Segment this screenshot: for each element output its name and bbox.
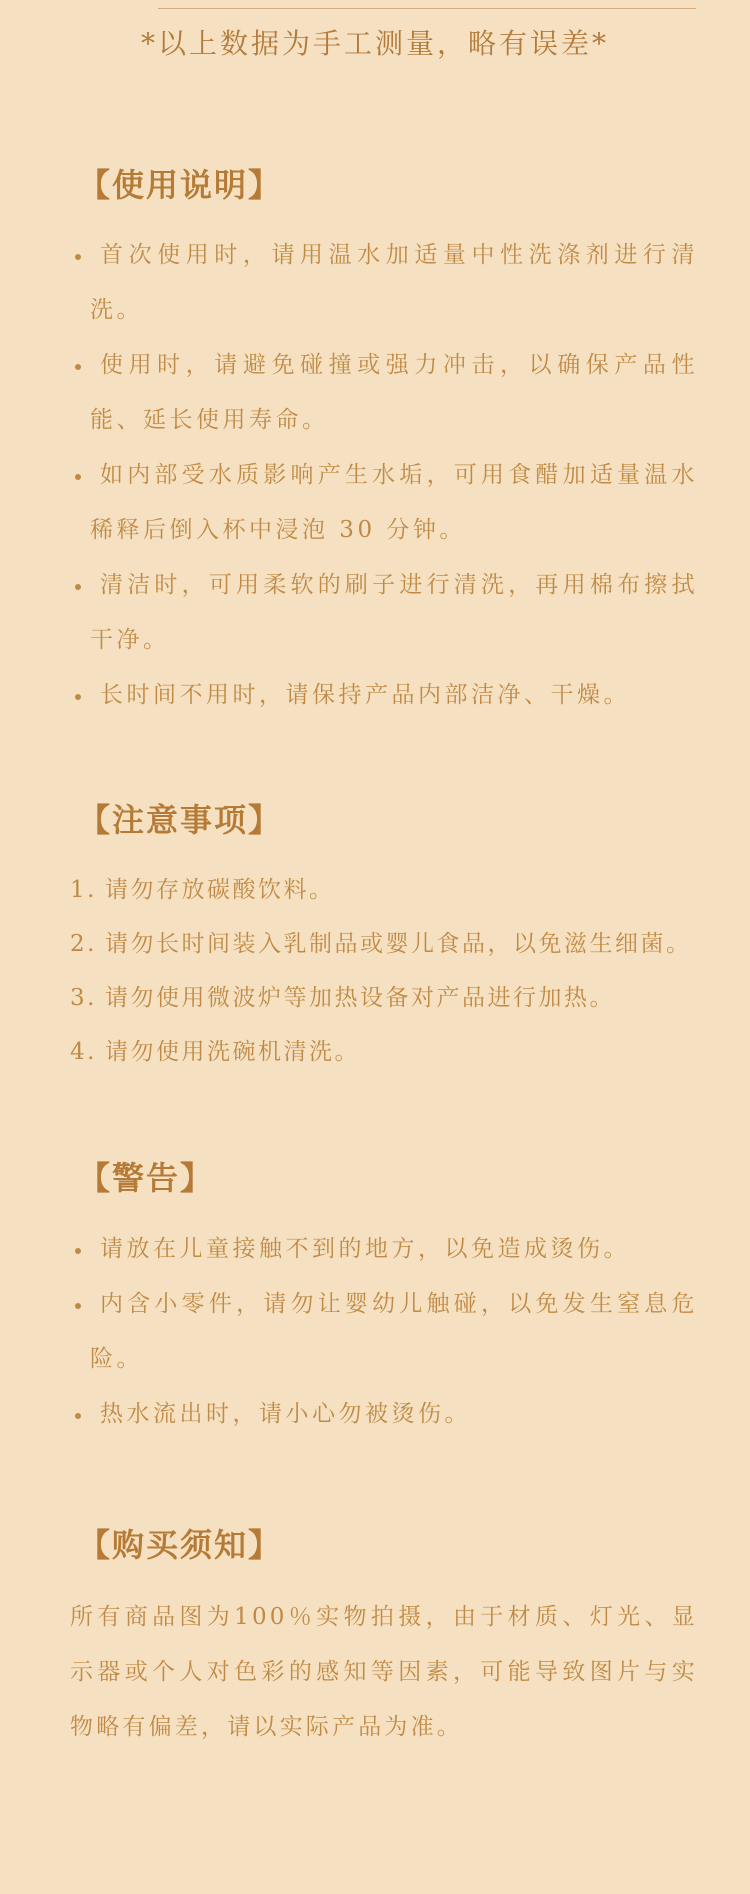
bullet-icon — [75, 1248, 81, 1254]
list-item: 4. 请勿使用洗碗机清洗。 — [70, 1039, 360, 1065]
bullet-icon — [75, 1303, 81, 1309]
warning-list — [78, 1222, 698, 1442]
list-item: 3. 请勿使用微波炉等加热设备对产品进行加热。 — [70, 985, 615, 1011]
purchase-text: 所有商品图为100％实物拍摄，由于材质、灯光、显示器或个人对色彩的感知等因素，可能导致图片与实物略有偏差，请以实际产品为准。 — [70, 1604, 698, 1740]
bullet-icon — [75, 1413, 81, 1419]
cautions-heading: 【注意事项】 — [78, 801, 283, 839]
list-item: 热水流出时，请小心勿被烫伤。 — [78, 1387, 698, 1442]
usage-list — [78, 228, 698, 723]
bullet-icon — [75, 694, 81, 700]
measurement-note: *以上数据为手工测量，略有误差* — [140, 27, 609, 60]
list-item: 清洁时，可用柔软的刷子进行清洗，再用棉布擦拭干净。 — [78, 558, 698, 668]
cautions-list — [70, 863, 710, 1079]
list-item: 2. 请勿长时间装入乳制品或婴儿食品，以免滋生细菌。 — [70, 931, 692, 957]
list-item: 内含小零件，请勿让婴幼儿触碰，以免发生窒息危险。 — [78, 1277, 698, 1387]
list-item: 长时间不用时，请保持产品内部洁净、干燥。 — [78, 668, 698, 723]
list-item: 请放在儿童接触不到的地方，以免造成烫伤。 — [78, 1222, 698, 1277]
usage-heading: 【使用说明】 — [78, 166, 283, 204]
list-item: 如内部受水质影响产生水垢，可用食醋加适量温水稀释后倒入杯中浸泡 30 分钟。 — [78, 448, 698, 558]
bullet-icon — [75, 364, 81, 370]
bullet-icon — [75, 584, 81, 590]
bullet-icon — [75, 474, 81, 480]
purchase-heading: 【购买须知】 — [78, 1526, 283, 1564]
list-item: 首次使用时，请用温水加适量中性洗涤剂进行清洗。 — [78, 228, 698, 338]
warning-heading: 【警告】 — [78, 1159, 215, 1197]
list-item: 1. 请勿存放碳酸饮料。 — [70, 877, 335, 903]
bullet-icon — [75, 254, 81, 260]
top-divider — [158, 8, 696, 9]
list-item: 使用时，请避免碰撞或强力冲击，以确保产品性能、延长使用寿命。 — [78, 338, 698, 448]
